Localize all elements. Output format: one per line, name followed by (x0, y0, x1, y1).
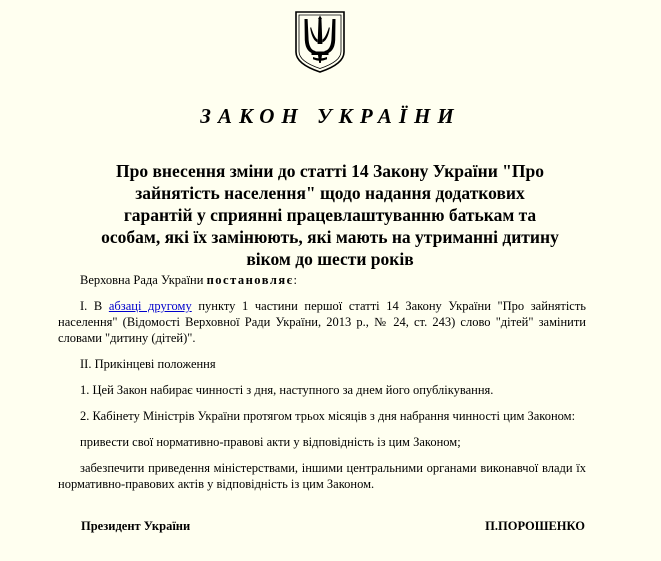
law-title: ЗАКОН УКРАЇНИ (200, 104, 461, 128)
paragraph-reference-link[interactable]: абзаці другому (108, 299, 192, 313)
item-1-paragraph: 1. Цей Закон набирає чинності з дня, наступного за днем його опублікування. (80, 383, 494, 397)
item-2-subparagraph-2: забезпечити приведення міністерствами, іншими центральними органами виконавчої влади їх нормативно-правових актів у відповідність із цим Законом. (58, 461, 586, 491)
item-2-paragraph: 2. Кабінету Міністрів України протягом трьох місяців з дня набрання чинності цим Законом: (80, 409, 576, 423)
section-1-text: пункту 1 частини першої статті 14 Закону України "Про зайнятість населення" (Відомості Верховної Ради України, 2013 р., № 24, ст. 243) слово "дітей" замінити словами "дитину (дітей)". (58, 299, 586, 345)
trident-emblem-icon (294, 10, 346, 74)
preamble-prefix: Верховна Рада України (80, 273, 207, 287)
preamble-paragraph (58, 272, 586, 288)
preamble-suffix: : (293, 273, 297, 287)
item-2-subparagraph-1: привести свої нормативно-правові акти у відповідність із цим Законом; (80, 435, 461, 449)
section-1-paragraph (58, 298, 586, 346)
section-2-title: II. Прикінцеві положення (80, 357, 216, 371)
law-body (58, 272, 586, 502)
section-1-prefix: I. В (80, 299, 109, 313)
preamble-keyword: постановляє (206, 273, 294, 287)
law-heading: Про внесення зміни до статті 14 Закону України "Про зайнятість населення" щодо надання додаткових гарантій у сприянні працевлаштуванню батькам та особам, які їх замінюють, які мають на утриманні дитину віком до шести років (101, 161, 559, 269)
signature-name: П.ПОРОШЕНКО (485, 519, 585, 533)
signature-position: Президент України (81, 519, 191, 533)
